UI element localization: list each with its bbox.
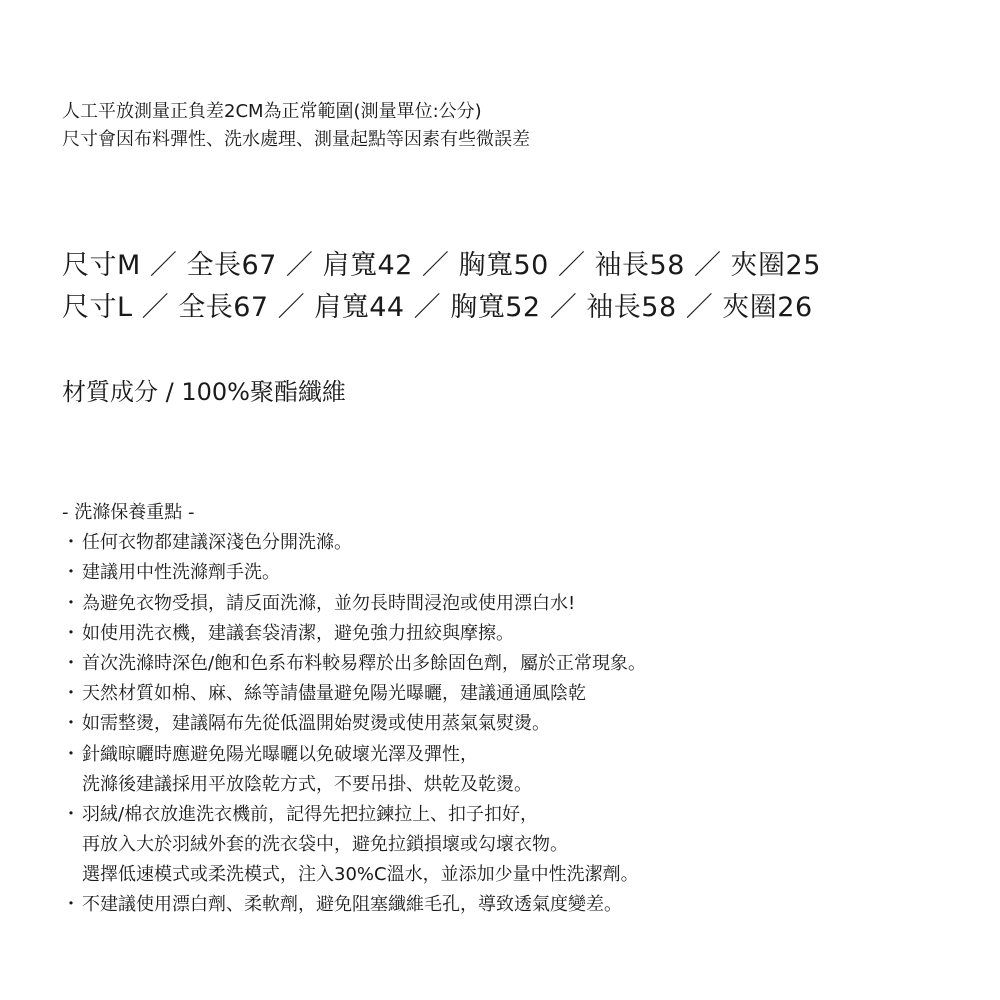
care-item-text: 如使用洗衣機，建議套袋清潔，避免強力扭絞與摩擦。 (82, 622, 514, 644)
care-item-text: 為避免衣物受損，請反面洗滌，並勿長時間浸泡或使用漂白水! (82, 592, 576, 614)
bullet-icon: ・ (62, 532, 80, 554)
care-item-continuation (62, 860, 646, 890)
care-item-text: 首次洗滌時深色/飽和色系布料較易釋於出多餘固色劑，屬於正常現象。 (82, 652, 647, 674)
measurement-note-line: 人工平放測量正負差2CM為正常範圍(測量單位:公分) (62, 101, 482, 122)
bullet-icon: ・ (62, 622, 80, 644)
care-item (62, 589, 646, 619)
care-item-text: 針織晾曬時應避免陽光曝曬以免破壞光澤及彈性， (82, 743, 478, 765)
size-chart (62, 245, 821, 329)
care-item-text: 建議用中性洗滌劑手洗。 (82, 562, 280, 584)
bullet-icon: ・ (62, 592, 80, 614)
care-item (62, 800, 646, 830)
care-item-text: 選擇低速模式或柔洗模式，注入30%C溫水，並添加少量中性洗潔劑。 (82, 864, 639, 886)
care-item-text: 任何衣物都建議深淺色分開洗滌。 (82, 532, 352, 554)
care-item (62, 740, 646, 770)
measurement-notes (62, 98, 530, 154)
care-heading: - 洗滌保養重點 - (62, 502, 195, 523)
care-instructions (62, 498, 646, 921)
care-item-text: 不建議使用漂白劑、柔軟劑，避免阻塞纖維毛孔，導致透氣度變差。 (82, 894, 622, 916)
care-item-continuation (62, 830, 646, 860)
bullet-icon: ・ (62, 894, 80, 916)
care-item-text: 洗滌後建議採用平放陰乾方式，不要吊掛、烘乾及乾燙。 (82, 773, 532, 795)
care-item (62, 619, 646, 649)
care-item-text: 再放入大於羽絨外套的洗衣袋中，避免拉鎖損壞或勾壞衣物。 (82, 834, 568, 856)
care-item-text: 如需整燙，建議隔布先從低溫開始熨燙或使用蒸氣氣熨燙。 (82, 713, 550, 735)
care-item (62, 649, 646, 679)
care-item-continuation (62, 770, 646, 800)
care-item (62, 528, 646, 558)
bullet-icon: ・ (62, 803, 80, 825)
care-item (62, 679, 646, 709)
bullet-icon: ・ (62, 562, 80, 584)
measurement-note-line: 尺寸會因布料彈性、洗水處理、測量起點等因素有些微誤差 (62, 129, 530, 150)
material-composition: 材質成分 / 100%聚酯纖維 (62, 378, 346, 406)
care-item (62, 709, 646, 739)
care-item-text: 天然材質如棉、麻、絲等請儘量避免陽光曝曬，建議通通風陰乾 (82, 683, 586, 705)
size-row-m: 尺寸M ／ 全長67 ／ 肩寬42 ／ 胸寬50 ／ 袖長58 ／ 夾圈25 (62, 250, 821, 281)
bullet-icon: ・ (62, 683, 80, 705)
bullet-icon: ・ (62, 713, 80, 735)
care-item (62, 558, 646, 588)
bullet-icon: ・ (62, 743, 80, 765)
bullet-icon: ・ (62, 652, 80, 674)
size-row-l: 尺寸L ／ 全長67 ／ 肩寬44 ／ 胸寬52 ／ 袖長58 ／ 夾圈26 (62, 292, 813, 323)
care-item (62, 890, 646, 920)
care-item-text: 羽絨/棉衣放進洗衣機前，記得先把拉鍊拉上、扣子扣好， (82, 803, 539, 825)
